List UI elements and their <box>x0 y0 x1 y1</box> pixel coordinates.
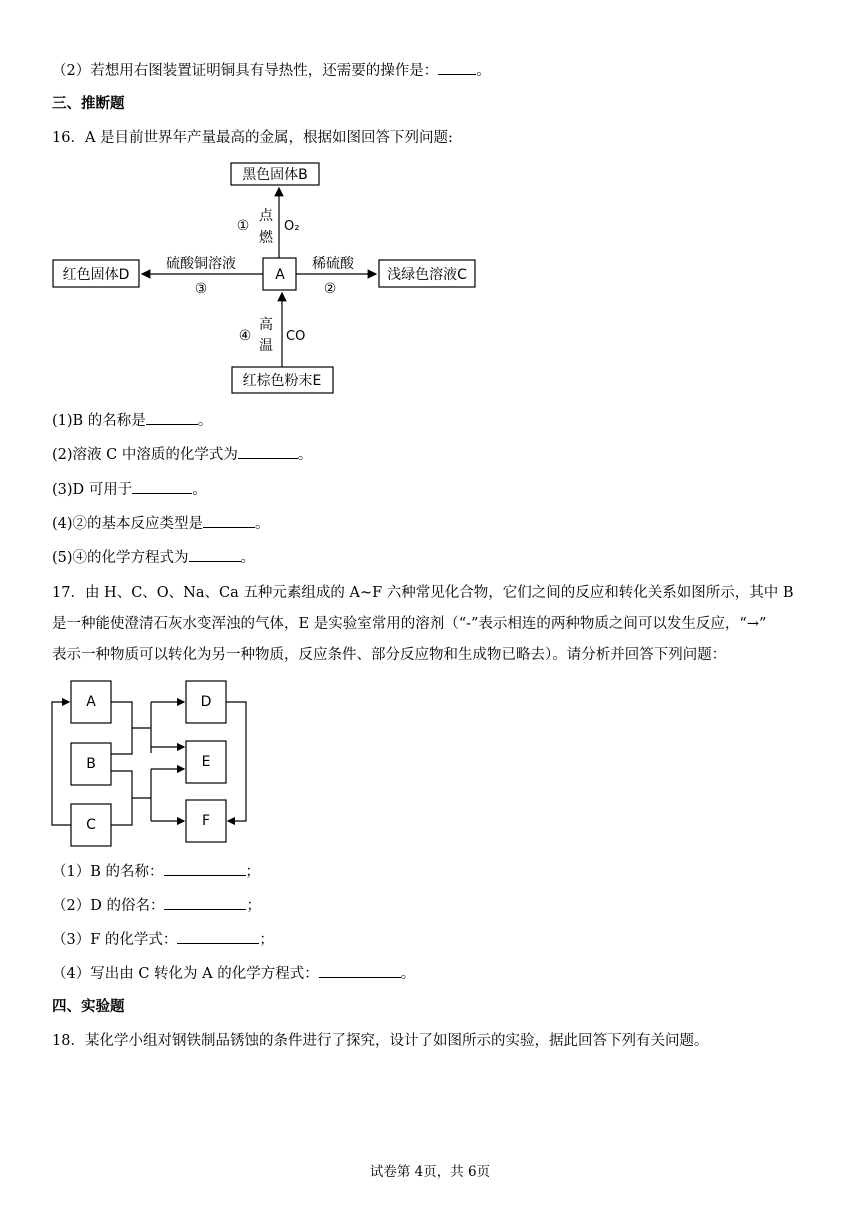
section-3-heading: 三、推断题 <box>52 95 125 112</box>
q15-part2-end: 。 <box>476 63 491 79</box>
q17-sub4-text: （4）写出由 C 转化为 A 的化学方程式： <box>52 966 319 982</box>
q16-sub3 <box>52 479 207 500</box>
conn-d-to-f <box>226 702 246 821</box>
answer-blank[interactable] <box>177 929 259 944</box>
answer-blank[interactable] <box>146 410 198 425</box>
answer-blank[interactable] <box>238 444 298 459</box>
box-f-label: F <box>201 813 211 829</box>
answer-blank[interactable] <box>132 479 192 494</box>
q16-sub2-end: 。 <box>297 447 313 463</box>
q17-stem-line2: 是一种能使澄清石灰水变浑浊的气体，E 是实验室常用的溶剂（“-”表示相连的两种物质之间可以发生反应，“→” <box>52 616 767 632</box>
r3-reagent: 硫酸铜溶液 <box>166 256 236 272</box>
q17-sub2 <box>52 895 261 916</box>
q17-sub2-text: （2）D 的俗名： <box>52 898 165 914</box>
q16-sub2-text: (2)溶液 C 中溶质的化学式为 <box>52 447 238 463</box>
box-center-a-label: A <box>275 267 285 283</box>
q18-stem: 18．某化学小组对钢铁制品锈蚀的条件进行了探究，设计了如图所示的实验，据此回答下列有关问题。 <box>52 1033 709 1049</box>
q16-sub5-text: (5)④的化学方程式为 <box>52 550 189 566</box>
box-red-solid-d-label: 红色固体D <box>62 267 130 283</box>
box-c-label: C <box>86 817 96 833</box>
q17-stem-line3: 表示一种物质可以转化为另一种物质，反应条件、部分反应物和生成物已略去）。请分析并回答下列问题： <box>52 647 727 663</box>
r4-reagent: CO <box>286 329 306 344</box>
q17-sub2-end: ； <box>246 898 261 914</box>
box-green-solution-c-label: 浅绿色溶液C <box>387 267 467 283</box>
r4-condition-2: 温 <box>259 338 273 354</box>
r4-number: ④ <box>238 328 252 344</box>
box-a-label: A <box>86 694 96 710</box>
section-4-heading: 四、实验题 <box>52 998 125 1015</box>
q16-sub3-text: (3)D 可用于 <box>52 482 133 498</box>
answer-blank[interactable] <box>189 547 241 562</box>
conn-c-to-a <box>52 702 71 825</box>
answer-blank[interactable] <box>203 513 255 528</box>
r1-condition-1: 点 <box>259 208 273 224</box>
q17-sub3-text: （3）F 的化学式： <box>52 932 178 948</box>
q16-sub4 <box>52 513 270 534</box>
q17-sub4-end: 。 <box>400 966 416 982</box>
r2-number: ② <box>323 281 337 297</box>
q16-diagram <box>0 158 860 398</box>
box-black-solid-b-label: 黑色固体B <box>242 167 308 183</box>
answer-blank[interactable] <box>164 895 246 910</box>
answer-blank[interactable] <box>438 60 476 75</box>
q16-sub3-end: 。 <box>192 482 207 498</box>
q16-sub5-end: 。 <box>240 550 256 566</box>
r4-condition-1: 高 <box>259 317 273 333</box>
r1-number: ① <box>236 218 250 234</box>
box-d-label: D <box>200 694 212 710</box>
r1-reagent: O₂ <box>284 219 300 234</box>
q16-sub2 <box>52 444 312 465</box>
q17-sub1-text: （1）B 的名称： <box>52 864 164 880</box>
q17-diagram <box>40 673 300 853</box>
q16-stem: 16．A 是目前世界年产量最高的金属，根据如图回答下列问题: <box>52 130 453 146</box>
q17-sub4 <box>52 963 415 984</box>
q16-sub1-text: (1)B 的名称是 <box>52 413 146 429</box>
q15-part2-text: （2）若想用右图装置证明铜具有导热性，还需要的操作是： <box>52 63 439 79</box>
conn-a-merge <box>111 702 132 754</box>
r2-reagent: 稀硫酸 <box>312 256 354 272</box>
answer-blank[interactable] <box>319 963 401 978</box>
q16-sub5 <box>52 547 255 568</box>
q16-sub4-text: (4)②的基本反应类型是 <box>52 516 204 532</box>
answer-blank[interactable] <box>164 861 246 876</box>
q17-sub1 <box>52 861 260 882</box>
box-red-brown-powder-e-label: 红棕色粉末E <box>242 373 322 389</box>
box-e-label: E <box>201 754 211 770</box>
q17-sub1-end: ； <box>245 864 260 880</box>
r3-number: ③ <box>194 281 208 297</box>
conn-bc-merge <box>111 771 132 825</box>
r1-condition-2: 燃 <box>259 230 273 246</box>
q17-sub3 <box>52 929 274 950</box>
q16-sub4-end: 。 <box>255 516 270 532</box>
q16-sub1 <box>52 410 212 431</box>
page-footer: 试卷第 4页，共 6页 <box>369 1164 491 1180</box>
q15-part2 <box>52 60 491 81</box>
q17-stem-line1: 17．由 H、C、O、Na、Ca 五种元素组成的 A~F 六种常见化合物，它们之间的反应和转化关系如图所示，其中 B <box>52 585 794 601</box>
box-b-label: B <box>86 756 96 772</box>
q17-sub3-end: ； <box>259 932 274 948</box>
q16-sub1-end: 。 <box>197 413 213 429</box>
